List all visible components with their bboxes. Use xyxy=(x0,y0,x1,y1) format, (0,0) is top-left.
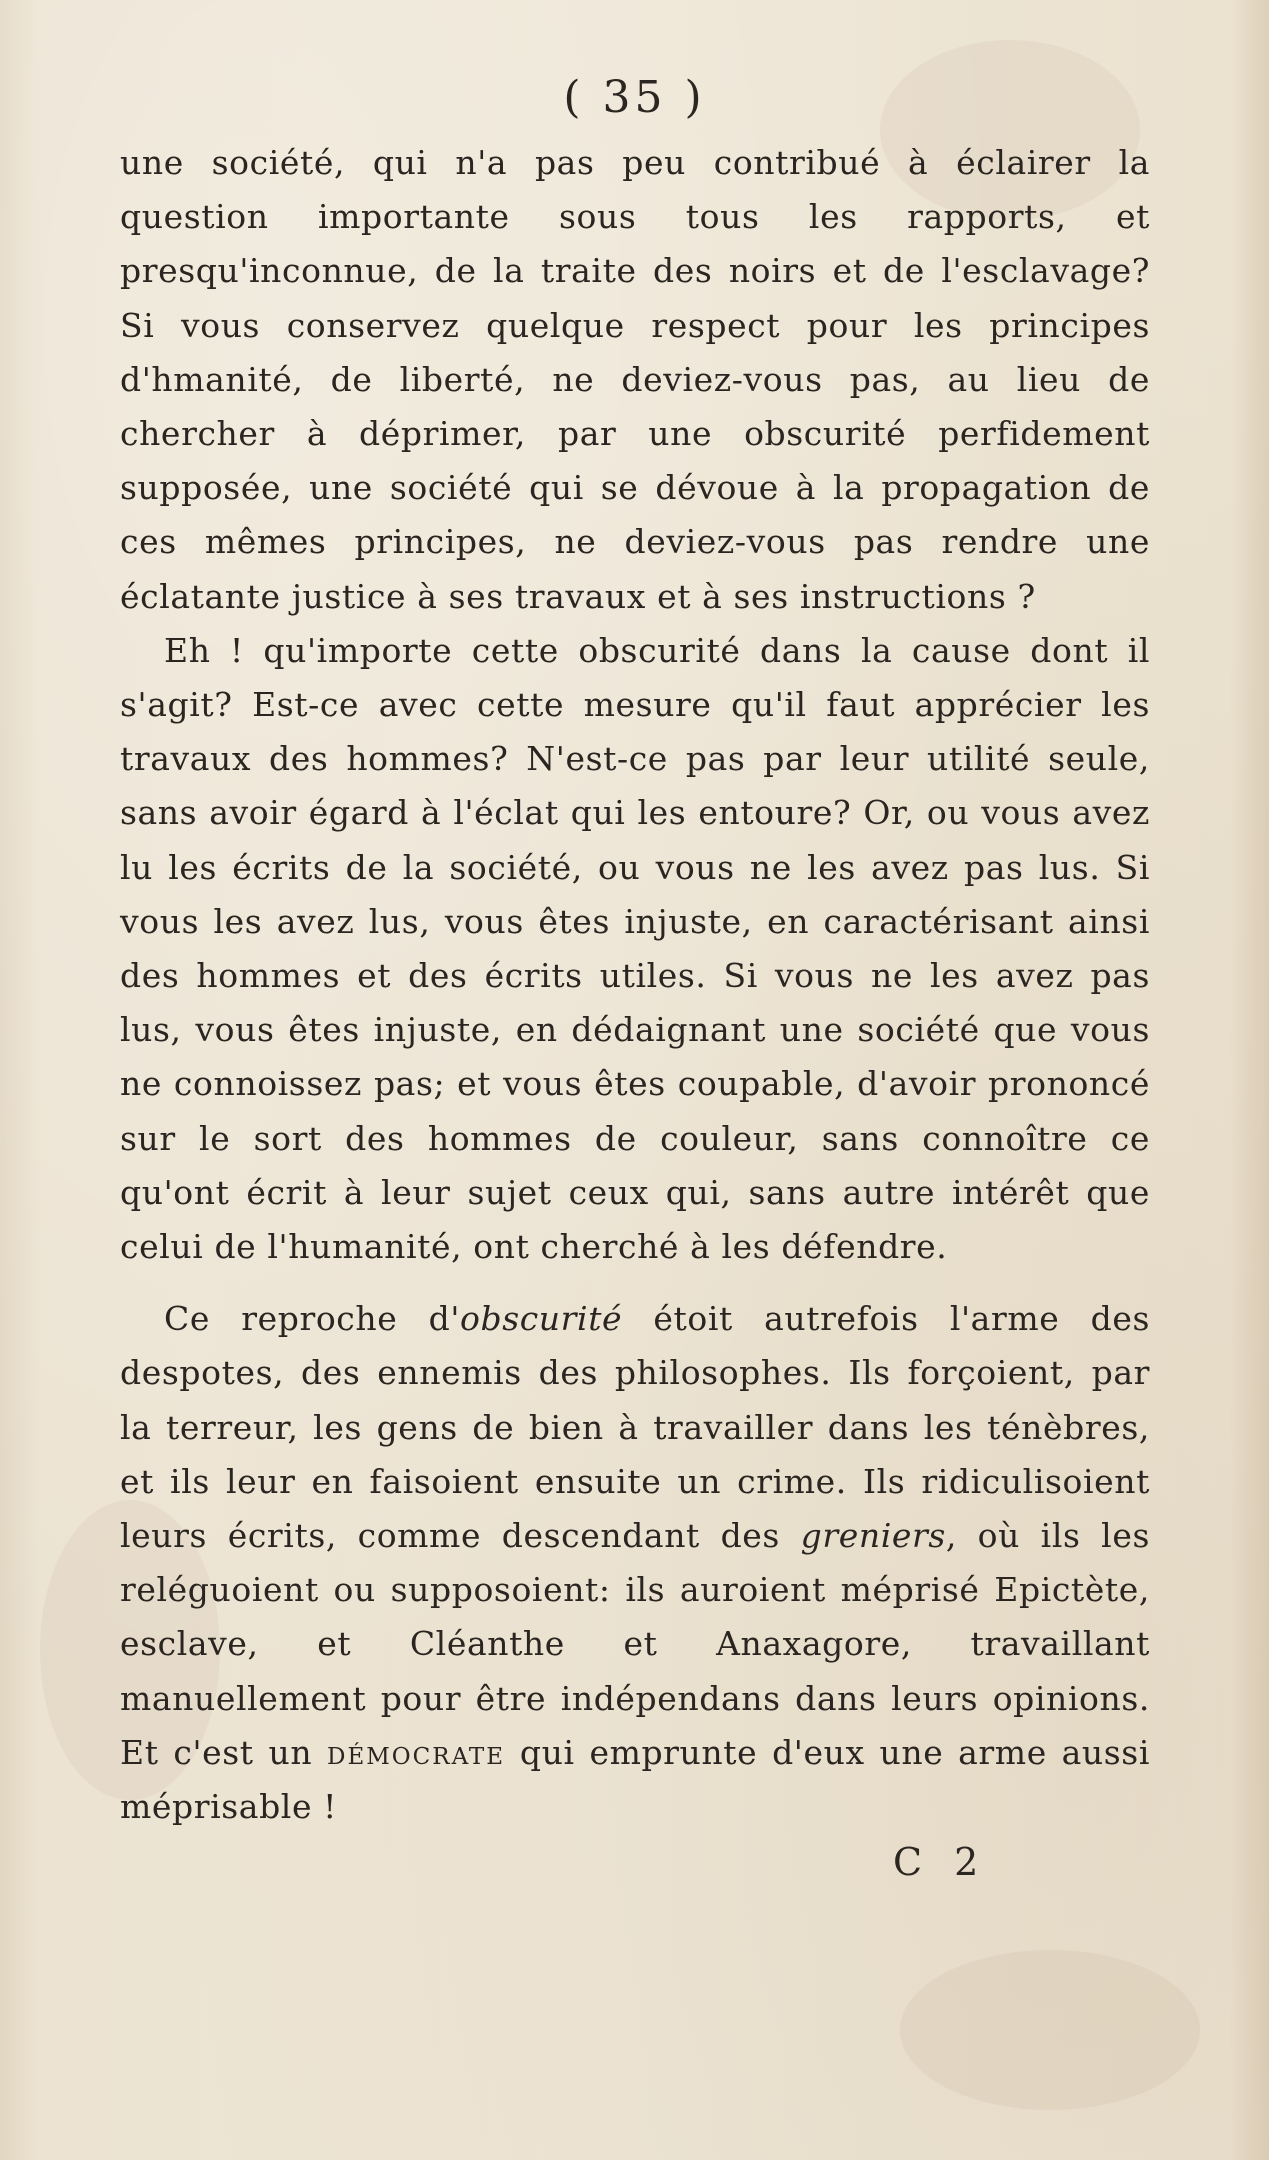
paragraph xyxy=(120,1292,1150,1834)
paragraph-text: Ce reproche d' xyxy=(164,1299,460,1339)
smallcaps-term: démocrate xyxy=(327,1732,506,1772)
italic-term: greniers xyxy=(800,1516,946,1556)
body-text xyxy=(120,136,1150,1834)
paragraph-text: , où ils les reléguoient ou supposoient: ils auroient méprisé Epictète, esclave, et Cléanthe et Anaxagore, travaillant manuellement pour être indépendans dans leurs opinions. Et c'est un xyxy=(120,1516,1150,1772)
italic-term: obscurité xyxy=(460,1299,623,1339)
paper-stain xyxy=(900,1950,1200,2110)
paragraph-continuation: une société, qui n'a pas peu contribué à éclairer la question importante sous tous les rapports, et presqu'inconnue, de la traite des noirs et de l'esclavage? Si vous conservez quelque respect pour les principes d'hmanité, de liberté, ne deviez-vous pas, au lieu de chercher à déprimer, par une obscurité perfidement supposée, une société qui se dévoue à la propagation de ces mêmes principes, ne deviez-vous pas rendre une éclatante justice à ses travaux et à ses instructions ? xyxy=(120,143,1150,616)
paragraph-text: qui emprunte d'eux une arme aussi méprisable ! xyxy=(120,1732,1150,1827)
signature-mark: C 2 xyxy=(893,1840,989,1884)
paragraph-text: étoit autrefois l'arme des despotes, des ennemis des philosophes. Ils forçoient, par la terreur, les gens de bien à travailler dans les ténèbres, et ils leur en faisoient ensuite un crime. Ils ridiculisoient leurs écrits, comme descendant des xyxy=(120,1299,1150,1556)
paragraph: Eh ! qu'importe cette obscurité dans la cause dont il s'agit? Est-ce avec cette mesure qu'il faut apprécier les travaux des hommes? N'est-ce pas par leur utilité seule, sans avoir égard à l'éclat qui les entoure? Or, ou vous avez lu les écrits de la société, ou vous ne les avez pas lus. Si vous les avez lus, vous êtes injuste, en caractérisant ainsi des hommes et des écrits utiles. Si vous ne les avez pas lus, vous êtes injuste, en dédaignant une société que vous ne connoissez pas; et vous êtes coupable, d'avoir prononcé sur le sort des hommes de couleur, sans connoître ce qu'ont écrit à leur sujet ceux qui, sans autre intérêt que celui de l'humanité, ont cherché à les défendre. xyxy=(120,630,1150,1267)
page-number: ( 35 ) xyxy=(563,72,706,123)
